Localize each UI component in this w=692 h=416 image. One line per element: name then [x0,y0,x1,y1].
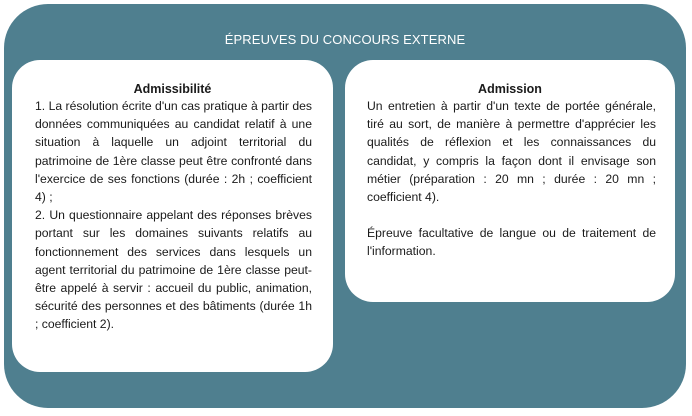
admissibilite-card [12,60,333,372]
admissibilite-item-1: 1. La résolution écrite d'un cas pratique à partir des données communiquées au candidat relatif à une situation à laquelle un adjoint territorial du patrimoine de 1ère classe peut être confronté dans l'exercice de ses fonctions (durée : 2h ; coefficient 4) ; [35,99,312,205]
admissibilite-title: Admissibilité [133,82,212,96]
exam-panel [4,4,686,408]
admission-card [345,60,675,302]
admission-item-1: Un entretien à partir d'un texte de portée générale, tiré au sort, de manière à permettre d'apprécier les qualités de réflexion et les connaissances du candidat, y compris la façon dont il envisage son métier (préparation : 20 mn ; durée : 20 mn ; coefficient 4). [367,99,656,205]
admissibilite-body [35,97,312,334]
panel-title: ÉPREUVES DU CONCOURS EXTERNE [224,32,466,47]
paragraph-spacer [367,206,656,224]
admissibilite-item-2: 2. Un questionnaire appelant des réponses brèves portant sur les domaines suivants relatifs au fonctionnement des services dans lesquels un agent territorial du patrimoine de 1ère classe peut-être appelé à servir : accueil du public, animation, sécurité des personnes et des bâtiments (durée 1h ; coefficient 2). [35,208,312,332]
admission-body [367,97,656,261]
admission-item-2: Épreuve facultative de langue ou de traitement de l'information. [367,226,656,259]
admission-title: Admission [478,82,542,96]
